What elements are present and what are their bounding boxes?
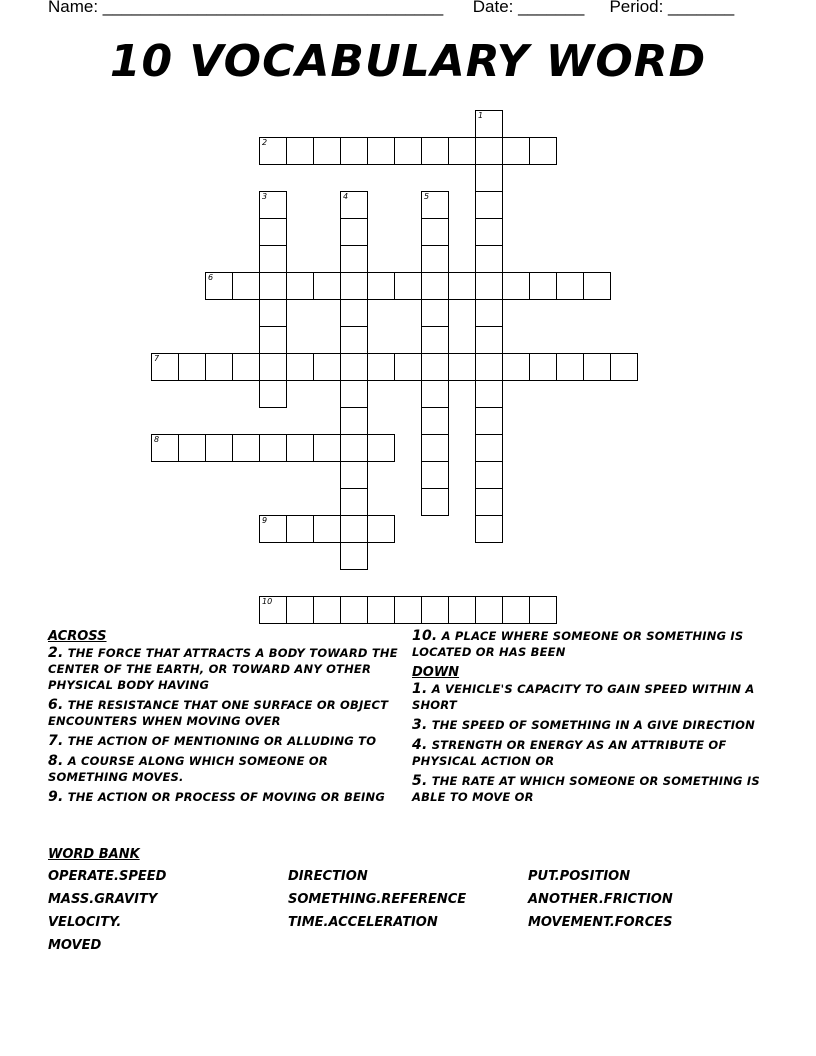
crossword-cell[interactable] <box>367 515 395 543</box>
clue-number: 10. <box>412 628 438 644</box>
across-clue <box>412 628 762 660</box>
crossword-cell[interactable] <box>529 353 557 381</box>
crossword-cell[interactable] <box>259 218 287 246</box>
date-label: Date: _______ <box>472 0 585 16</box>
crossword-cell[interactable] <box>232 353 260 381</box>
crossword-cell[interactable] <box>421 299 449 327</box>
crossword-cell[interactable] <box>259 380 287 408</box>
across-clue <box>48 733 404 749</box>
crossword-cell[interactable] <box>475 407 503 435</box>
crossword-cell[interactable] <box>340 272 368 300</box>
crossword-cell[interactable] <box>340 380 368 408</box>
word-bank-item: DIRECTION <box>288 869 368 884</box>
word-bank-heading: WORD BANK <box>48 847 140 862</box>
crossword-cell[interactable] <box>367 137 395 165</box>
clue-text: A COURSE ALONG WHICH SOMEONE OR SOMETHING MOVES. <box>48 754 328 784</box>
crossword-cell[interactable] <box>475 299 503 327</box>
crossword-cell[interactable] <box>340 515 368 543</box>
crossword-cell[interactable] <box>340 407 368 435</box>
crossword-cell[interactable] <box>340 542 368 570</box>
crossword-cell[interactable] <box>529 272 557 300</box>
crossword-cell[interactable] <box>475 110 503 138</box>
crossword-cell[interactable] <box>232 434 260 462</box>
crossword-cell[interactable] <box>421 434 449 462</box>
crossword-cell[interactable] <box>340 299 368 327</box>
crossword-cell[interactable] <box>475 488 503 516</box>
crossword-cell[interactable] <box>340 218 368 246</box>
crossword-cell[interactable] <box>340 353 368 381</box>
word-bank-item: PUT.POSITION <box>528 869 631 884</box>
crossword-cell[interactable] <box>286 515 314 543</box>
crossword-cell[interactable] <box>421 137 449 165</box>
name-label: Name: ____________________________________ <box>48 0 444 16</box>
crossword-cell[interactable] <box>475 164 503 192</box>
crossword-cell[interactable] <box>205 434 233 462</box>
clue-text: THE ACTION OF MENTIONING OR ALLUDING TO <box>67 734 377 748</box>
crossword-cell[interactable] <box>556 272 584 300</box>
crossword-cell[interactable] <box>421 461 449 489</box>
clue-number-label: 7 <box>154 354 160 363</box>
crossword-cell[interactable] <box>394 137 422 165</box>
crossword-cell[interactable] <box>394 353 422 381</box>
clue-number-label: 4 <box>343 192 349 201</box>
period-label: Period: _______ <box>609 0 735 16</box>
crossword-cell[interactable] <box>448 353 476 381</box>
crossword-cell[interactable] <box>448 596 476 624</box>
clue-text: THE RESISTANCE THAT ONE SURFACE OR OBJECT ENCOUNTERS WHEN MOVING OVER <box>48 698 389 728</box>
crossword-cell[interactable] <box>232 272 260 300</box>
crossword-cell[interactable] <box>313 272 341 300</box>
crossword-cell[interactable] <box>259 515 287 543</box>
clue-number-label: 6 <box>208 273 214 282</box>
crossword-cell[interactable] <box>286 137 314 165</box>
crossword-cell[interactable] <box>367 596 395 624</box>
crossword-cell[interactable] <box>394 596 422 624</box>
crossword-cell[interactable] <box>421 272 449 300</box>
crossword-cell[interactable] <box>259 353 287 381</box>
word-bank-item: MOVEMENT.FORCES <box>528 915 673 930</box>
crossword-cell[interactable] <box>205 353 233 381</box>
crossword-cell[interactable] <box>421 326 449 354</box>
crossword-cell[interactable] <box>583 353 611 381</box>
across-clues <box>48 628 404 809</box>
crossword-cell[interactable] <box>475 272 503 300</box>
clue-number: 3. <box>412 717 428 733</box>
crossword-cell[interactable] <box>583 272 611 300</box>
crossword-cell[interactable] <box>475 461 503 489</box>
clue-number-label: 5 <box>424 192 430 201</box>
right-clue-column <box>412 628 762 809</box>
crossword-cell[interactable] <box>286 353 314 381</box>
crossword-cell[interactable] <box>475 245 503 273</box>
crossword-cell[interactable] <box>178 353 206 381</box>
word-bank <box>48 846 768 955</box>
crossword-cell[interactable] <box>475 137 503 165</box>
crossword-cell[interactable] <box>340 461 368 489</box>
word-bank-item: MASS.GRAVITY <box>48 892 158 907</box>
crossword-cell[interactable] <box>475 596 503 624</box>
across-heading: ACROSS <box>48 629 107 644</box>
crossword-cell[interactable] <box>151 353 179 381</box>
crossword-cell[interactable] <box>313 434 341 462</box>
clue-number-label: 1 <box>478 111 484 120</box>
crossword-cell[interactable] <box>259 596 287 624</box>
across-clue <box>48 697 404 729</box>
crossword-cell[interactable] <box>367 272 395 300</box>
crossword-cell[interactable] <box>151 434 179 462</box>
crossword-cell[interactable] <box>475 353 503 381</box>
crossword-cell[interactable] <box>340 191 368 219</box>
crossword-cell[interactable] <box>259 245 287 273</box>
crossword-cell[interactable] <box>502 353 530 381</box>
crossword-cell[interactable] <box>259 326 287 354</box>
word-bank-item: OPERATE.SPEED <box>48 869 167 884</box>
crossword-cell[interactable] <box>421 191 449 219</box>
crossword-cell[interactable] <box>475 515 503 543</box>
crossword-cell[interactable] <box>502 596 530 624</box>
crossword-cell[interactable] <box>556 353 584 381</box>
crossword-cell[interactable] <box>448 137 476 165</box>
crossword-cell[interactable] <box>367 434 395 462</box>
crossword-cell[interactable] <box>475 434 503 462</box>
clue-number: 2. <box>48 645 64 661</box>
crossword-cell[interactable] <box>286 596 314 624</box>
word-bank-item: SOMETHING.REFERENCE <box>288 892 467 907</box>
crossword-cell[interactable] <box>475 326 503 354</box>
crossword-cell[interactable] <box>205 272 233 300</box>
across-clue <box>48 789 404 805</box>
crossword-cell[interactable] <box>448 272 476 300</box>
crossword-cell[interactable] <box>421 353 449 381</box>
crossword-cell[interactable] <box>259 299 287 327</box>
crossword-cell[interactable] <box>502 137 530 165</box>
across-clue <box>48 753 404 785</box>
clue-text: THE FORCE THAT ATTRACTS A BODY TOWARD THE CENTER OF THE EARTH, OR TOWARD ANY OTHER PHYSICAL BODY HAVING <box>48 646 398 692</box>
word-bank-item: TIME.ACCELERATION <box>288 915 438 930</box>
across-clue <box>48 645 404 693</box>
crossword-cell[interactable] <box>421 380 449 408</box>
clue-number: 8. <box>48 753 64 769</box>
clue-number-label: 9 <box>262 516 268 525</box>
crossword-cell[interactable] <box>259 191 287 219</box>
page-title: 10 VOCABULARY WORD <box>109 36 707 87</box>
crossword-cell[interactable] <box>475 191 503 219</box>
word-bank-item: ANOTHER.FRICTION <box>528 892 673 907</box>
down-clue <box>412 717 762 733</box>
crossword-cell[interactable] <box>421 245 449 273</box>
clue-number: 1. <box>412 681 428 697</box>
clue-text: THE ACTION OR PROCESS OF MOVING OR BEING <box>67 790 385 804</box>
crossword-cell[interactable] <box>421 596 449 624</box>
crossword-cell[interactable] <box>313 596 341 624</box>
crossword-cell[interactable] <box>259 137 287 165</box>
crossword-cell[interactable] <box>313 137 341 165</box>
clue-number-label: 10 <box>262 597 273 606</box>
crossword-cell[interactable] <box>340 326 368 354</box>
crossword-cell[interactable] <box>259 434 287 462</box>
clue-text: A VEHICLE'S CAPACITY TO GAIN SPEED WITHIN A SHORT <box>412 682 755 712</box>
crossword-cell[interactable] <box>610 353 638 381</box>
crossword-cell[interactable] <box>313 515 341 543</box>
clue-number: 7. <box>48 733 64 749</box>
crossword-cell[interactable] <box>502 272 530 300</box>
clue-number-label: 3 <box>262 192 268 201</box>
clue-text: THE SPEED OF SOMETHING IN A GIVE DIRECTION <box>431 718 755 732</box>
crossword-cell[interactable] <box>421 488 449 516</box>
down-clue <box>412 681 762 713</box>
crossword-cell[interactable] <box>340 245 368 273</box>
crossword-cell[interactable] <box>313 353 341 381</box>
crossword-cell[interactable] <box>394 272 422 300</box>
clue-text: A PLACE WHERE SOMEONE OR SOMETHING IS LOCATED OR HAS BEEN <box>412 629 744 659</box>
down-clue <box>412 773 762 805</box>
down-heading: DOWN <box>412 665 460 680</box>
crossword-cell[interactable] <box>286 434 314 462</box>
crossword-cell[interactable] <box>340 137 368 165</box>
clue-number-label: 8 <box>154 435 160 444</box>
word-bank-item: MOVED <box>48 938 102 953</box>
crossword-cell[interactable] <box>178 434 206 462</box>
crossword-cell[interactable] <box>286 272 314 300</box>
clue-text: STRENGTH OR ENERGY AS AN ATTRIBUTE OF PHYSICAL ACTION OR <box>412 738 727 768</box>
crossword-cell[interactable] <box>259 272 287 300</box>
crossword-cell[interactable] <box>340 488 368 516</box>
word-bank-item: VELOCITY. <box>48 915 122 930</box>
crossword-cell[interactable] <box>421 218 449 246</box>
clue-number-label: 2 <box>262 138 268 147</box>
crossword-cell[interactable] <box>340 434 368 462</box>
down-clue <box>412 737 762 769</box>
clue-number: 6. <box>48 697 64 713</box>
crossword-cell[interactable] <box>367 353 395 381</box>
crossword-cell[interactable] <box>475 218 503 246</box>
crossword-cell[interactable] <box>529 137 557 165</box>
clue-number: 9. <box>48 789 64 805</box>
clue-text: THE RATE AT WHICH SOMEONE OR SOMETHING IS ABLE TO MOVE OR <box>412 774 760 804</box>
clue-number: 4. <box>412 737 428 753</box>
crossword-cell[interactable] <box>529 596 557 624</box>
crossword-cell[interactable] <box>340 596 368 624</box>
crossword-cell[interactable] <box>475 380 503 408</box>
crossword-cell[interactable] <box>421 407 449 435</box>
clue-number: 5. <box>412 773 428 789</box>
